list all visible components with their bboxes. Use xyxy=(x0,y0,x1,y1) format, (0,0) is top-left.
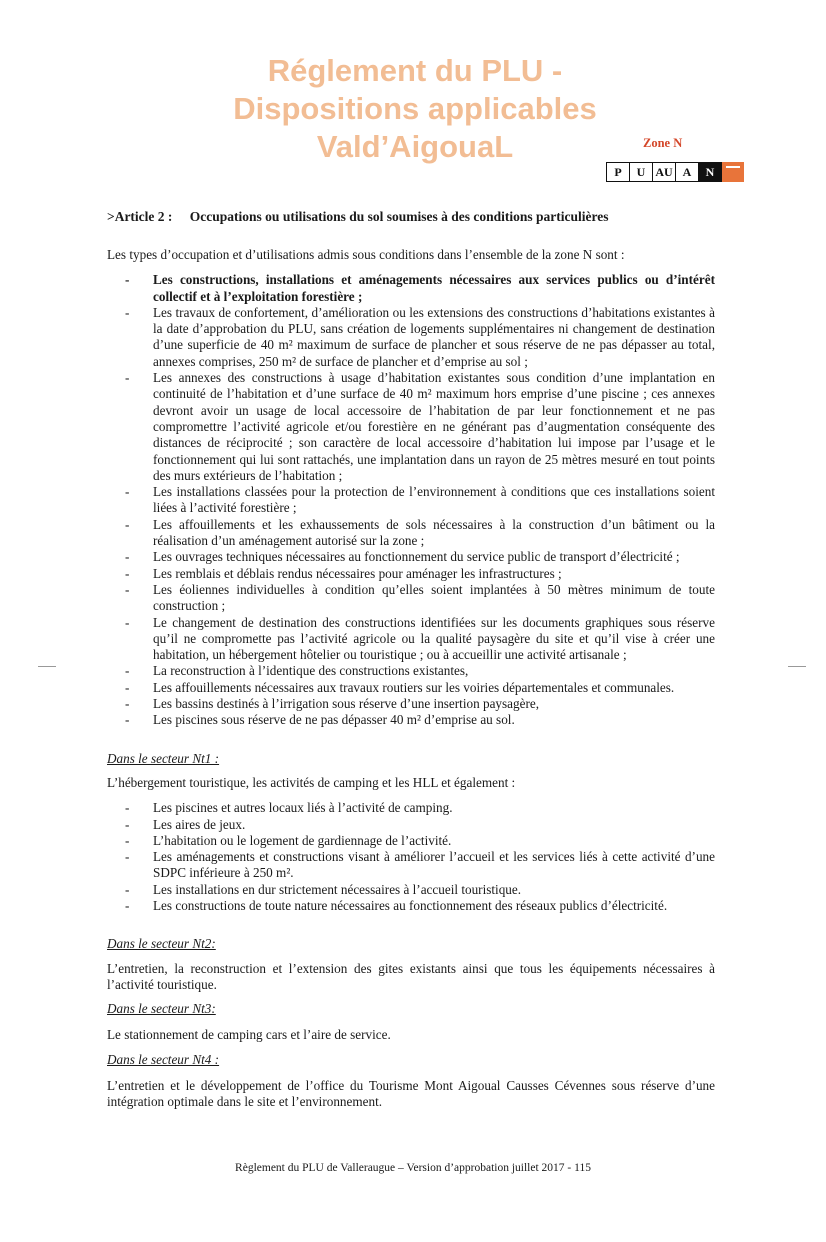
list-item: - Les constructions de toute nature nécessaires au fonctionnement des réseaux publics d’électricité. xyxy=(107,898,715,914)
sector-nt2-text: L’entretien, la reconstruction et l’extension des gites existants ainsi que tous les équipements nécessaires à l’activité touristique. xyxy=(107,960,715,992)
zone-tab-a: A xyxy=(676,162,699,182)
article-number: >Article 2 : xyxy=(107,209,173,224)
list-item: - Les aménagements et constructions visant à améliorer l’accueil et les services liés à cette activité d’une SDPC inférieure à 250 m². xyxy=(107,849,715,882)
sector-nt1-title: Dans le secteur Nt1 : xyxy=(107,750,220,766)
sector-nt4-text: L’entretien et le développement de l’office du Tourisme Mont Aigoual Causses Cévennes sous réserve d’une intégration optimale dans le site et l’environnement. xyxy=(107,1078,715,1110)
list-item: - La reconstruction à l’identique des constructions existantes, xyxy=(107,663,715,679)
zone-tab-n: N xyxy=(699,162,722,182)
list-item: - Les constructions, installations et aménagements nécessaires aux services publics ou d’intérêt collectif et à l’exploitation forestière ; xyxy=(107,272,715,305)
conditions-list xyxy=(107,272,715,728)
list-item: - Les piscines et autres locaux liés à l’activité de camping. xyxy=(107,800,715,816)
right-margin-mark xyxy=(788,666,806,667)
list-item: - Les travaux de confortement, d’amélioration ou les extensions des constructions d’habitations existantes à la date d’approbation du PLU, sans création de logements supplémentaires ni changement de destination d’une superficie de 40 m² maximum de surface de plancher et sous réserve de ne pas dépasser au total, annexes comprises, 250 m² de surface de plancher et d’emprise au sol ; xyxy=(107,305,715,370)
sector-nt1-intro: L’hébergement touristique, les activités de camping et les HLL et également : xyxy=(107,774,516,790)
zone-tab-u: U xyxy=(630,162,653,182)
zone-tab-au: AU xyxy=(653,162,676,182)
list-item: - Les affouillements et les exhaussements de sols nécessaires à la construction d’un bâtiment ou la réalisation d’un aménagement autorisé sur la zone ; xyxy=(107,517,715,550)
sector-nt3-title: Dans le secteur Nt3: xyxy=(107,1001,216,1017)
sector-nt2-title: Dans le secteur Nt2: xyxy=(107,936,216,952)
list-item: - Les aires de jeux. xyxy=(107,817,715,833)
watermark-line-3: Vald’AigouaL xyxy=(316,129,514,164)
list-item: - Les affouillements nécessaires aux travaux routiers sur les voiries départementales et communales. xyxy=(107,680,715,696)
sector-nt1-list xyxy=(107,800,715,914)
logo-icon xyxy=(722,162,744,182)
list-item: - Les bassins destinés à l’irrigation sous réserve d’une insertion paysagère, xyxy=(107,696,715,712)
sector-nt3-text: Le stationnement de camping cars et l’aire de service. xyxy=(107,1027,391,1043)
list-item: - Les piscines sous réserve de ne pas dépasser 40 m² d’emprise au sol. xyxy=(107,712,715,728)
zone-label: Zone N xyxy=(643,136,683,150)
article-heading xyxy=(107,209,609,225)
page-footer: Règlement du PLU de Valleraugue – Version d’approbation juillet 2017 - 115 xyxy=(235,1162,591,1174)
watermark-line-2: Dispositions applicables xyxy=(233,91,597,126)
list-item: - Les remblais et déblais rendus nécessaires pour aménager les infrastructures ; xyxy=(107,566,715,582)
list-item: - Les éoliennes individuelles à condition qu’elles soient implantées à 50 mètres minimum de toute construction ; xyxy=(107,582,715,615)
sector-nt4-title: Dans le secteur Nt4 : xyxy=(107,1051,220,1067)
list-item: - Les ouvrages techniques nécessaires au fonctionnement du service public de transport d’électricité ; xyxy=(107,549,715,565)
list-item: - L’habitation ou le logement de gardiennage de l’activité. xyxy=(107,833,715,849)
watermark-line-1: Réglement du PLU - xyxy=(267,53,563,88)
list-item: - Le changement de destination des constructions identifiées sur les documents graphiques sous réserve qu’il ne compromette pas l’activité agricole ou la qualité paysagère du site et qu’il vise à créer une habitation, un hébergement hôtelier ou touristique ; ou à accueillir une activité artisanale ; xyxy=(107,615,715,664)
zone-tab-p: P xyxy=(606,162,630,182)
intro-paragraph: Les types d’occupation et d’utilisations admis sous conditions dans l’ensemble de la zone N sont : xyxy=(107,247,625,262)
list-item: - Les installations classées pour la protection de l’environnement à conditions que ces installations soient liées à l’activité forestière ; xyxy=(107,484,715,517)
left-margin-mark xyxy=(38,666,56,667)
list-item: - Les annexes des constructions à usage d’habitation existantes sous condition d’une implantation en continuité de l’habitation et d’une surface de 40 m² maximum hors emprise d’une piscine ; ces annexes devront avoir un usage de local accessoire de l’habitation de par leur fonctionnement et ne pas compromettre l’activité agricole et/ou forestière en ne générant pas d’augmentation conséquente des distances de réciprocité ; son caractère de local accessoire d’habitation lui impose par l’usage et le fonctionnement qui lui sont rattachés, une implantation dans un rayon de 25 mètres mesuré en tout points des murs extérieurs de l’habitation ; xyxy=(107,370,715,484)
zone-tabs xyxy=(606,162,744,182)
document-watermark-title xyxy=(180,52,650,166)
article-body xyxy=(107,247,715,1111)
article-title: Occupations ou utilisations du sol soumises à des conditions particulières xyxy=(189,209,609,224)
list-item: - Les installations en dur strictement nécessaires à l’accueil touristique. xyxy=(107,882,715,898)
